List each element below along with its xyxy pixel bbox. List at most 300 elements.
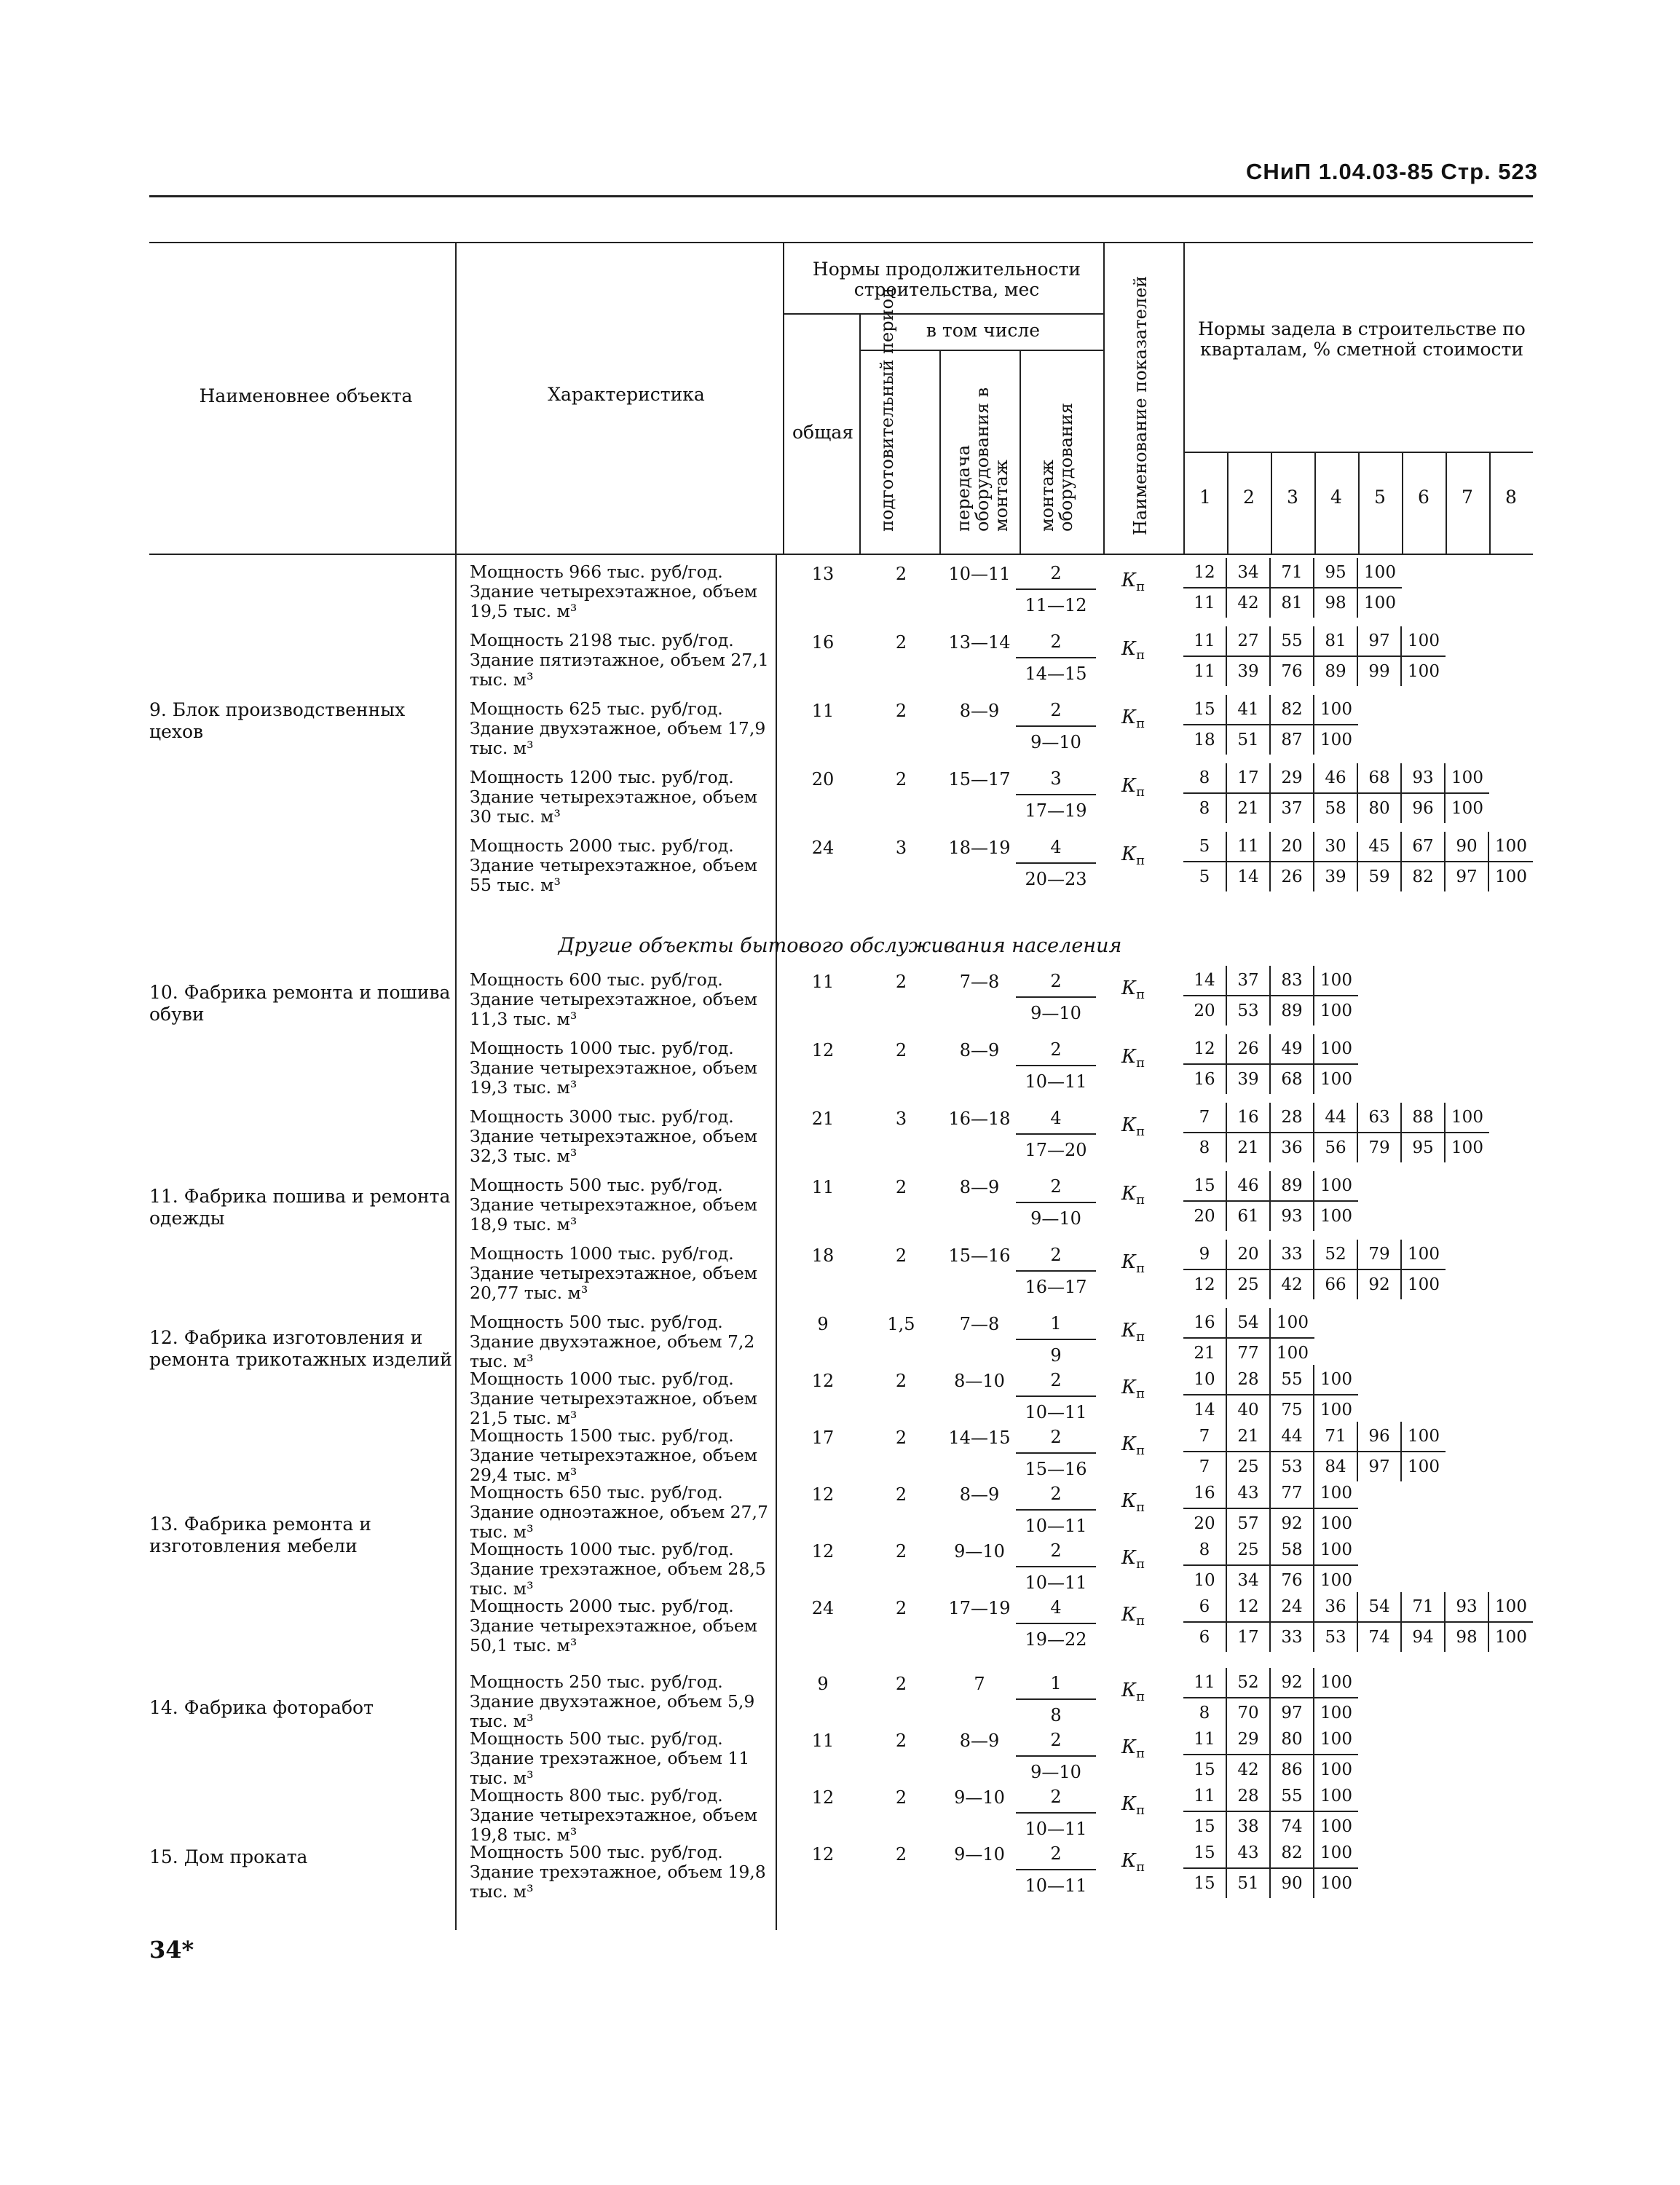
backlog-cell: 36	[1271, 1133, 1314, 1162]
backlog-cell: 11	[1227, 832, 1271, 861]
row-total: 9	[817, 1674, 829, 1694]
row-install	[1016, 695, 1096, 757]
backlog-cell: 96	[1402, 794, 1446, 823]
row-transfer: 7	[974, 1674, 985, 1694]
backlog-cell: 55	[1271, 626, 1314, 656]
backlog-cell: 97	[1358, 626, 1402, 656]
backlog-cell: 100	[1320, 1401, 1352, 1420]
row-prep: 2	[895, 1844, 907, 1865]
backlog-line	[1183, 695, 1358, 725]
backlog-cell: 12	[1183, 1034, 1227, 1063]
indicator-k: К	[1121, 1850, 1137, 1872]
object-name: 9. Блок производственных цехов	[149, 699, 406, 742]
row-total: 11	[811, 1731, 835, 1751]
backlog-cell: 55	[1271, 1365, 1314, 1394]
backlog-cell: 97	[1271, 1698, 1314, 1728]
backlog-cell: 20	[1227, 1240, 1271, 1269]
backlog-cell: 9	[1183, 1240, 1227, 1269]
backlog-cell: 27	[1227, 626, 1271, 656]
install-bottom: 17—19	[1025, 800, 1087, 821]
backlog-cell: 41	[1227, 695, 1271, 724]
row-install	[1016, 1479, 1096, 1541]
backlog-cell: 30	[1314, 832, 1358, 861]
row-total: 12	[811, 1371, 835, 1391]
backlog-cell: 11	[1183, 1782, 1227, 1811]
table-top-rule	[149, 242, 1533, 243]
backlog-line	[1183, 1566, 1358, 1595]
install-top: 1	[1016, 1668, 1096, 1700]
backlog-cell: 100	[1408, 1427, 1440, 1446]
row-install	[1016, 1838, 1096, 1901]
backlog-cell: 7	[1183, 1422, 1227, 1451]
backlog-line	[1183, 794, 1489, 823]
backlog-line	[1183, 1308, 1314, 1339]
install-bottom: 10—11	[1025, 1402, 1087, 1422]
row-indicator	[1121, 1850, 1165, 1875]
backlog-cell: 14	[1183, 966, 1227, 995]
indicator-sub: п	[1136, 1386, 1145, 1402]
indicator-k: К	[1121, 1736, 1137, 1758]
row-total: 17	[811, 1428, 835, 1448]
backlog-cell: 20	[1183, 996, 1227, 1025]
indicator-sub: п	[1136, 1556, 1145, 1572]
install-top: 2	[1016, 695, 1096, 727]
backlog-cell: 7	[1183, 1452, 1227, 1481]
row-install	[1016, 1782, 1096, 1844]
row-transfer: 9—10	[954, 1541, 1005, 1562]
backlog-cell: 79	[1358, 1133, 1402, 1162]
install-top: 4	[1016, 1103, 1096, 1135]
sub-rule	[784, 313, 1103, 315]
quarter-divider	[1227, 453, 1229, 554]
backlog-cell: 81	[1314, 626, 1358, 656]
row-transfer: 7—8	[959, 972, 1000, 992]
backlog-line	[1183, 1782, 1358, 1812]
row-indicator	[1121, 1793, 1165, 1818]
backlog-cell: 100	[1320, 1176, 1352, 1195]
row-backlog	[1183, 695, 1562, 755]
backlog-cell: 90	[1446, 832, 1489, 861]
backlog-cell: 94	[1402, 1623, 1446, 1652]
backlog-cell: 39	[1227, 657, 1271, 686]
row-install	[1016, 1592, 1096, 1655]
row-total: 24	[811, 838, 835, 858]
indicator-k: К	[1121, 977, 1137, 999]
backlog-cell: 12	[1183, 558, 1227, 587]
indicator-k: К	[1121, 1251, 1137, 1273]
backlog-cell: 100	[1451, 1108, 1483, 1127]
row-total: 18	[811, 1245, 835, 1266]
backlog-cell: 82	[1271, 695, 1314, 724]
backlog-cell: 12	[1183, 1270, 1227, 1299]
backlog-cell: 8	[1183, 1535, 1227, 1564]
backlog-cell: 95	[1402, 1133, 1446, 1162]
row-prep: 2	[895, 1040, 907, 1060]
object-name: 10. Фабрика ремонта и пошива обуви	[149, 982, 451, 1025]
backlog-cell: 11	[1183, 657, 1227, 686]
row-prep: 2	[895, 1598, 907, 1618]
footer-mark: 34*	[149, 1936, 194, 1964]
indicator-k: К	[1121, 1320, 1137, 1342]
indicator-k: К	[1121, 1547, 1137, 1569]
row-prep: 1,5	[887, 1314, 915, 1334]
row-backlog	[1183, 1171, 1562, 1231]
backlog-cell: 46	[1227, 1171, 1271, 1200]
backlog-cell: 87	[1271, 725, 1314, 755]
col-prep-text: подготовительный период	[877, 288, 897, 532]
row-backlog	[1183, 1535, 1562, 1595]
backlog-line	[1183, 966, 1358, 996]
backlog-cell: 92	[1358, 1270, 1402, 1299]
backlog-line	[1183, 1869, 1358, 1898]
col-name-header: Наименовнее объекта	[199, 385, 413, 406]
row-transfer: 10—11	[948, 564, 1011, 584]
row-transfer: 8—9	[959, 1177, 1000, 1197]
backlog-cell: 26	[1271, 862, 1314, 891]
quarter-divider	[1489, 453, 1491, 554]
backlog-cell: 57	[1227, 1509, 1271, 1538]
quarter-header: 2	[1243, 487, 1255, 508]
backlog-cell: 97	[1446, 862, 1489, 891]
quarter-header: 8	[1505, 487, 1517, 508]
indicator-sub: п	[1136, 1746, 1145, 1762]
row-prep: 2	[895, 1177, 907, 1197]
backlog-cell: 82	[1271, 1838, 1314, 1867]
row-indicator	[1121, 1736, 1165, 1761]
row-indicator	[1121, 1433, 1165, 1458]
indicator-k: К	[1121, 775, 1137, 797]
backlog-cell: 83	[1271, 966, 1314, 995]
backlog-cell: 100	[1320, 731, 1352, 749]
backlog-cell: 53	[1271, 1452, 1314, 1481]
row-install	[1016, 966, 1096, 1028]
row-backlog	[1183, 763, 1562, 823]
row-prep: 2	[895, 564, 907, 584]
col-divider	[455, 242, 457, 555]
indicator-sub: п	[1136, 716, 1145, 732]
backlog-cell: 95	[1314, 558, 1358, 587]
backlog-cell: 20	[1183, 1202, 1227, 1231]
row-characteristic: Мощность 500 тыс. руб/год. Здание четырехэтажное, объем 18,9 тыс. м³	[470, 1175, 758, 1235]
backlog-cell: 100	[1277, 1313, 1309, 1332]
backlog-cell: 14	[1227, 862, 1271, 891]
install-bottom: 9—10	[1030, 1762, 1081, 1782]
backlog-cell: 16	[1183, 1479, 1227, 1508]
row-install	[1016, 1535, 1096, 1598]
quarter-divider	[1271, 453, 1272, 554]
row-characteristic: Мощность 625 тыс. руб/год. Здание двухэтажное, объем 17,9 тыс. м³	[470, 698, 766, 758]
row-total: 11	[811, 972, 835, 992]
backlog-cell: 82	[1402, 862, 1446, 891]
row-install	[1016, 763, 1096, 826]
backlog-cell: 74	[1358, 1623, 1402, 1652]
row-total: 9	[817, 1314, 829, 1334]
install-bottom: 20—23	[1025, 869, 1087, 889]
indicator-sub: п	[1136, 1124, 1145, 1140]
row-backlog	[1183, 1034, 1562, 1094]
quarter-header: 6	[1418, 487, 1429, 508]
row-backlog	[1183, 1422, 1562, 1481]
install-top: 2	[1016, 1535, 1096, 1567]
row-characteristic: Мощность 1200 тыс. руб/год. Здание четырехэтажное, объем 30 тыс. м³	[470, 767, 758, 827]
row-total: 12	[811, 1484, 835, 1505]
row-prep: 2	[895, 1541, 907, 1562]
backlog-cell: 51	[1227, 1869, 1271, 1898]
backlog-line	[1183, 626, 1446, 657]
backlog-cell: 49	[1271, 1034, 1314, 1063]
backlog-cell: 88	[1402, 1103, 1446, 1132]
row-indicator	[1121, 1183, 1165, 1208]
indicator-k: К	[1121, 1114, 1137, 1136]
row-indicator	[1121, 1046, 1165, 1071]
backlog-cell: 98	[1446, 1623, 1489, 1652]
backlog-cell: 54	[1227, 1308, 1271, 1337]
row-characteristic: Мощность 1000 тыс. руб/год. Здание четырехэтажное, объем 20,77 тыс. м³	[470, 1243, 758, 1303]
indicator-k: К	[1121, 1680, 1137, 1701]
row-total: 11	[811, 1177, 835, 1197]
indicator-sub: п	[1136, 987, 1145, 1003]
backlog-cell: 16	[1183, 1308, 1227, 1337]
row-transfer: 8—9	[959, 701, 1000, 721]
backlog-cell: 40	[1227, 1395, 1271, 1425]
backlog-line	[1183, 1240, 1446, 1270]
install-bottom: 15—16	[1025, 1459, 1087, 1479]
indicator-sub: п	[1136, 1500, 1145, 1516]
row-characteristic: Мощность 250 тыс. руб/год. Здание двухэтажное, объем 5,9 тыс. м³	[470, 1672, 755, 1731]
section-title: Другие объекты бытового обслуживания населения	[558, 934, 1122, 957]
backlog-cell: 38	[1227, 1812, 1271, 1841]
backlog-cell: 10	[1183, 1365, 1227, 1394]
row-total: 12	[811, 1040, 835, 1060]
indicator-k: К	[1121, 1433, 1137, 1455]
row-indicator	[1121, 1490, 1165, 1515]
install-top: 4	[1016, 832, 1096, 864]
backlog-cell: 7	[1183, 1103, 1227, 1132]
backlog-cell: 42	[1271, 1270, 1314, 1299]
row-install	[1016, 626, 1096, 689]
row-prep: 2	[895, 1245, 907, 1266]
backlog-cell: 8	[1183, 794, 1227, 823]
install-bottom: 9—10	[1030, 1003, 1081, 1023]
backlog-cell: 15	[1183, 1869, 1227, 1898]
col-divider	[1020, 351, 1021, 554]
install-bottom: 10—11	[1025, 1516, 1087, 1536]
backlog-cell: 10	[1183, 1566, 1227, 1595]
install-top: 2	[1016, 1422, 1096, 1454]
backlog-cell: 71	[1314, 1422, 1358, 1451]
col-transfer-header	[954, 353, 1011, 532]
backlog-cell: 24	[1271, 1592, 1314, 1621]
row-prep: 2	[895, 1674, 907, 1694]
backlog-cell: 5	[1183, 862, 1227, 891]
backlog-cell: 100	[1320, 1730, 1352, 1749]
install-top: 2	[1016, 1838, 1096, 1870]
backlog-cell: 6	[1183, 1592, 1227, 1621]
row-total: 13	[811, 564, 835, 584]
backlog-line	[1183, 1623, 1533, 1652]
row-indicator	[1121, 638, 1165, 663]
backlog-cell: 51	[1227, 725, 1271, 755]
row-backlog	[1183, 1725, 1562, 1784]
row-backlog	[1183, 1103, 1562, 1162]
backlog-cell: 77	[1271, 1479, 1314, 1508]
install-bottom: 10—11	[1025, 1875, 1087, 1896]
backlog-cell: 33	[1271, 1240, 1314, 1269]
indicator-sub: п	[1136, 1055, 1145, 1071]
row-characteristic: Мощность 966 тыс. руб/год. Здание четырехэтажное, объем 19,5 тыс. м³	[470, 562, 758, 621]
row-install	[1016, 832, 1096, 894]
quarter-divider	[1402, 453, 1403, 554]
row-prep: 2	[895, 972, 907, 992]
row-prep: 3	[895, 1109, 907, 1129]
row-indicator	[1121, 1377, 1165, 1401]
row-prep: 2	[895, 1787, 907, 1808]
backlog-cell: 100	[1320, 1001, 1352, 1020]
backlog-cell: 8	[1183, 763, 1227, 792]
backlog-cell: 89	[1271, 996, 1314, 1025]
row-backlog	[1183, 1308, 1562, 1368]
backlog-line	[1183, 1812, 1358, 1841]
backlog-cell: 89	[1314, 657, 1358, 686]
row-backlog	[1183, 1592, 1562, 1652]
col-install-header	[1038, 353, 1076, 532]
backlog-cell: 21	[1227, 1422, 1271, 1451]
backlog-cell: 11	[1183, 1725, 1227, 1754]
backlog-cell: 45	[1358, 832, 1402, 861]
indicator-k: К	[1121, 706, 1137, 728]
install-top: 2	[1016, 1479, 1096, 1511]
row-install	[1016, 1365, 1096, 1428]
indicator-sub: п	[1136, 1261, 1145, 1277]
row-indicator	[1121, 1547, 1165, 1572]
backlog-cell: 74	[1271, 1812, 1314, 1841]
install-top: 4	[1016, 1592, 1096, 1624]
row-indicator	[1121, 1680, 1165, 1704]
backlog-line	[1183, 1479, 1358, 1509]
indicator-k: К	[1121, 1183, 1137, 1205]
indicator-sub: п	[1136, 1859, 1145, 1875]
backlog-cell: 18	[1183, 725, 1227, 755]
row-characteristic: Мощность 2000 тыс. руб/год. Здание четырехэтажное, объем 55 тыс. м³	[470, 835, 758, 895]
backlog-cell: 39	[1314, 862, 1358, 891]
backlog-cell: 16	[1183, 1065, 1227, 1094]
row-install	[1016, 1034, 1096, 1097]
row-indicator	[1121, 706, 1165, 731]
indicator-sub: п	[1136, 1329, 1145, 1345]
backlog-cell: 5	[1183, 832, 1227, 861]
row-indicator	[1121, 1251, 1165, 1276]
col-divider	[783, 242, 784, 555]
backlog-cell: 14	[1183, 1395, 1227, 1425]
row-indicator	[1121, 977, 1165, 1002]
row-transfer: 9—10	[954, 1787, 1005, 1808]
row-install	[1016, 1725, 1096, 1787]
row-transfer: 18—19	[948, 838, 1011, 858]
backlog-cell: 99	[1358, 657, 1402, 686]
backlog-cell: 93	[1446, 1592, 1489, 1621]
install-bottom: 9	[1050, 1345, 1062, 1366]
col-divider	[776, 554, 777, 1930]
backlog-line	[1183, 763, 1489, 794]
backlog-cell: 26	[1227, 1034, 1271, 1063]
install-bottom: 19—22	[1025, 1629, 1087, 1650]
backlog-cell: 12	[1227, 1592, 1271, 1621]
backlog-cell: 8	[1183, 1133, 1227, 1162]
row-prep: 3	[895, 838, 907, 858]
backlog-line	[1183, 1422, 1446, 1452]
backlog-cell: 43	[1227, 1479, 1271, 1508]
backlog-cell: 37	[1227, 966, 1271, 995]
backlog-line	[1183, 657, 1446, 686]
row-backlog	[1183, 558, 1562, 618]
row-prep: 2	[895, 1484, 907, 1505]
backlog-line	[1183, 1171, 1358, 1202]
install-bottom: 9—10	[1030, 732, 1081, 752]
backlog-cell: 100	[1320, 1039, 1352, 1058]
backlog-cell: 17	[1227, 763, 1271, 792]
backlog-line	[1183, 1034, 1358, 1065]
indicator-sub: п	[1136, 784, 1145, 800]
backlog-cell: 61	[1227, 1202, 1271, 1231]
backlog-cell: 100	[1364, 594, 1396, 613]
backlog-cell: 100	[1320, 971, 1352, 990]
row-install	[1016, 1422, 1096, 1484]
backlog-cell: 100	[1451, 768, 1483, 787]
backlog-cell: 52	[1227, 1668, 1271, 1697]
backlog-cell: 54	[1358, 1592, 1402, 1621]
row-characteristic: Мощность 650 тыс. руб/год. Здание одноэтажное, объем 27,7 тыс. м³	[470, 1482, 768, 1542]
backlog-line	[1183, 1339, 1314, 1368]
install-bottom: 16—17	[1025, 1277, 1087, 1297]
backlog-cell: 100	[1408, 1457, 1440, 1476]
col-divider	[1183, 242, 1185, 555]
quarter-header: 1	[1199, 487, 1211, 508]
backlog-line	[1183, 1698, 1358, 1728]
row-transfer: 8—9	[959, 1731, 1000, 1751]
backlog-cell: 15	[1183, 695, 1227, 724]
quarter-header: 7	[1462, 487, 1473, 508]
row-total: 24	[811, 1598, 835, 1618]
install-bottom: 11—12	[1025, 595, 1087, 615]
row-prep: 2	[895, 701, 907, 721]
backlog-line	[1183, 832, 1533, 862]
backlog-cell: 53	[1227, 996, 1271, 1025]
install-bottom: 17—20	[1025, 1140, 1087, 1160]
row-backlog	[1183, 1782, 1562, 1841]
backlog-cell: 21	[1227, 1133, 1271, 1162]
backlog-cell: 86	[1271, 1755, 1314, 1784]
col-transfer-text: передача оборудования в монтаж	[953, 387, 1011, 532]
backlog-line	[1183, 1065, 1358, 1094]
backlog-cell: 44	[1271, 1422, 1314, 1451]
col-including-header: в том числе	[926, 320, 1041, 341]
backlog-cell: 100	[1320, 1070, 1352, 1089]
backlog-cell: 15	[1183, 1812, 1227, 1841]
backlog-cell: 39	[1227, 1065, 1271, 1094]
backlog-cell: 15	[1183, 1171, 1227, 1200]
row-total: 11	[811, 701, 835, 721]
backlog-cell: 42	[1227, 1755, 1271, 1784]
backlog-cell: 6	[1183, 1623, 1227, 1652]
backlog-cell: 16	[1227, 1103, 1271, 1132]
row-characteristic: Мощность 2000 тыс. руб/год. Здание четырехэтажное, объем 50,1 тыс. м³	[470, 1596, 758, 1656]
backlog-cell: 76	[1271, 1566, 1314, 1595]
row-prep: 2	[895, 1428, 907, 1448]
backlog-cell: 15	[1183, 1838, 1227, 1867]
install-top: 2	[1016, 966, 1096, 998]
backlog-cell: 8	[1183, 1698, 1227, 1728]
indicator-k: К	[1121, 1377, 1137, 1398]
